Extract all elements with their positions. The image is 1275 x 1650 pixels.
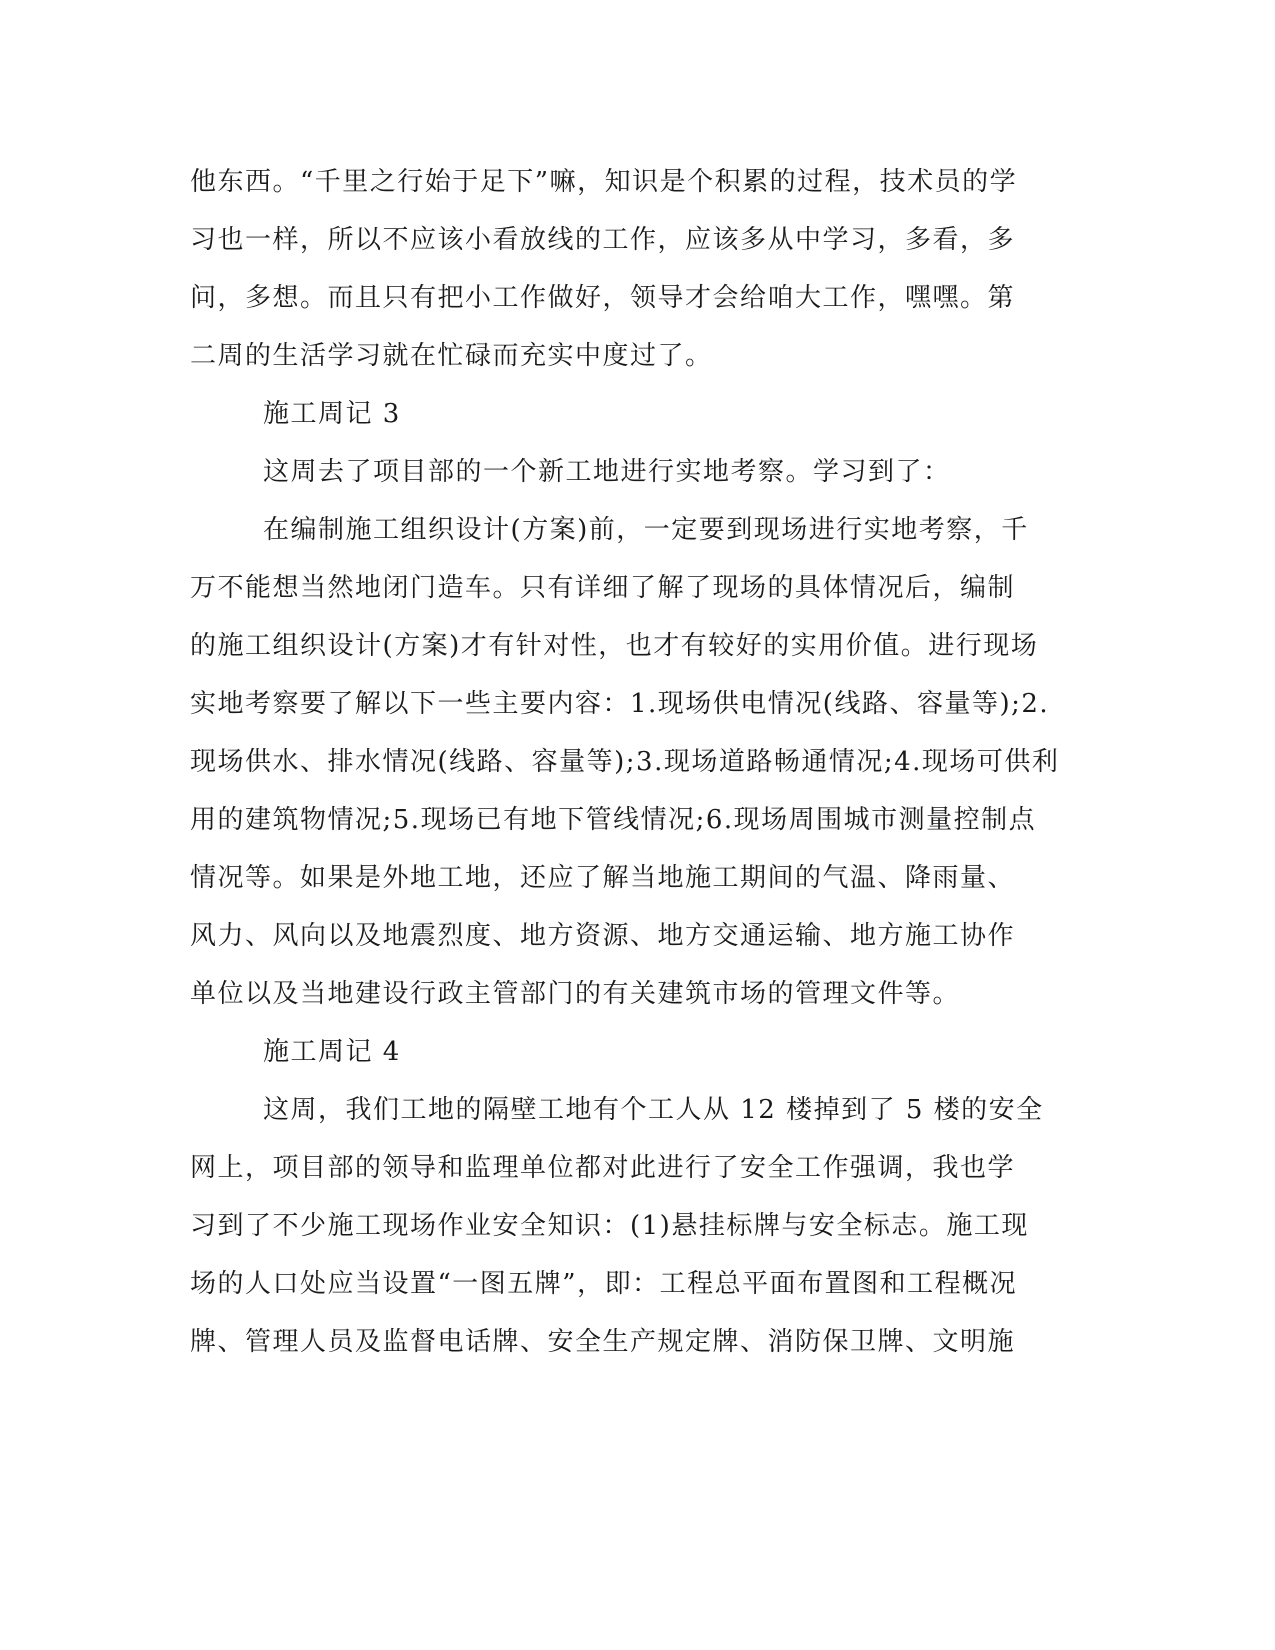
paragraph-line: 单位以及当地建设行政主管部门的有关建筑市场的管理文件等。 — [190, 979, 961, 1009]
paragraph-line: 的施工组织设计(方案)才有针对性，也才有较好的实用价值。进行现场 — [190, 631, 1039, 661]
paragraph-line: 现场供水、排水情况(线路、容量等);3.现场道路畅通情况;4.现场可供利 — [190, 747, 1060, 777]
paragraph-line: 习也一样，所以不应该小看放线的工作，应该多从中学习，多看，多 — [190, 225, 1016, 255]
paragraph-line: 用的建筑物情况;5.现场已有地下管线情况;6.现场周围城市测量控制点 — [190, 805, 1037, 835]
paragraph-line: 在编制施工组织设计(方案)前，一定要到现场进行实地考察，千 — [263, 515, 1029, 545]
paragraph-line: 这周去了项目部的一个新工地进行实地考察。学习到了： — [263, 457, 951, 487]
paragraph-line: 习到了不少施工现场作业安全知识：(1)悬挂标牌与安全标志。施工现 — [190, 1211, 1029, 1241]
paragraph-line: 这周，我们工地的隔壁工地有个工人从 12 楼掉到了 5 楼的安全 — [263, 1095, 1044, 1125]
paragraph-line: 牌、管理人员及监督电话牌、安全生产规定牌、消防保卫牌、文明施 — [190, 1327, 1016, 1357]
paragraph-line: 二周的生活学习就在忙碌而充实中度过了。 — [190, 341, 713, 371]
paragraph-line: 场的人口处应当设置“一图五牌”，即：工程总平面布置图和工程概况 — [190, 1269, 1018, 1299]
paragraph-line: 情况等。如果是外地工地，还应了解当地施工期间的气温、降雨量、 — [190, 863, 1016, 893]
paragraph-line: 风力、风向以及地震烈度、地方资源、地方交通运输、地方施工协作 — [190, 921, 1016, 951]
paragraph-line: 他东西。“千里之行始于足下”嘛，知识是个积累的过程，技术员的学 — [190, 167, 1018, 197]
paragraph-line: 实地考察要了解以下一些主要内容：1.现场供电情况(线路、容量等);2. — [190, 689, 1050, 719]
paragraph-line: 问，多想。而且只有把小工作做好，领导才会给咱大工作，嘿嘿。第 — [190, 283, 1016, 313]
section-heading: 施工周记 4 — [263, 1037, 401, 1067]
paragraph-line: 网上，项目部的领导和监理单位都对此进行了安全工作强调，我也学 — [190, 1153, 1016, 1183]
paragraph-line: 万不能想当然地闭门造车。只有详细了解了现场的具体情况后，编制 — [190, 573, 1016, 603]
section-heading: 施工周记 3 — [263, 399, 401, 429]
